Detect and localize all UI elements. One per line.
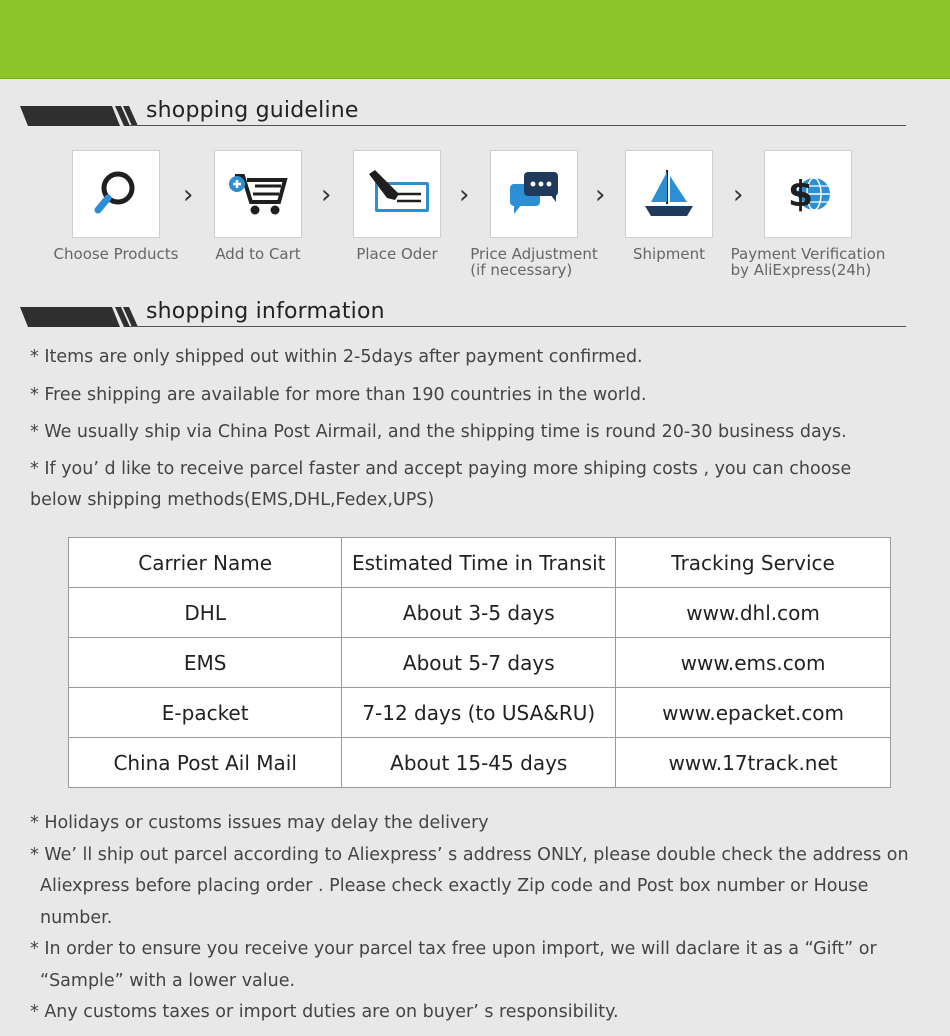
- step-label-sub: by AliExpress(24h): [730, 261, 872, 279]
- table-cell: E-packet: [69, 688, 342, 738]
- notes: [30, 808, 930, 1029]
- step-label-main: Payment Verification: [730, 245, 886, 263]
- shopping-steps: [0, 150, 950, 290]
- section-header-stripe-icon: [20, 98, 160, 128]
- table-cell: 7-12 days (to USA&RU): [342, 688, 616, 738]
- step-label-main: Price Adjustment: [470, 245, 598, 263]
- step-icon-box: [353, 150, 441, 238]
- step-icon-box: [490, 150, 578, 238]
- table-cell: About 15-45 days: [342, 738, 616, 788]
- step-icon-box: [214, 150, 302, 238]
- table-cell: EMS: [69, 638, 342, 688]
- table-header-row: [69, 538, 891, 588]
- top-banner: [0, 0, 950, 79]
- search-icon: [86, 164, 146, 224]
- section-header-information: [20, 299, 906, 329]
- section-header-guideline: [20, 98, 906, 128]
- step-label: Choose Products: [53, 245, 179, 263]
- table-cell: China Post Ail Mail: [69, 738, 342, 788]
- chevron-right-icon: ›: [595, 180, 606, 210]
- section-title: shopping guideline: [146, 98, 359, 123]
- info-line: * We usually ship via China Post Airmail, and the shipping time is round 20-30 business days.: [30, 422, 847, 442]
- table-row: [69, 638, 891, 688]
- step-payment-verification: [718, 150, 898, 279]
- chevron-right-icon: ›: [321, 180, 332, 210]
- table-header-cell: Tracking Service: [616, 538, 891, 588]
- step-icon-box: [764, 150, 852, 238]
- step-label: Add to Cart: [215, 245, 301, 263]
- note-line: * Any customs taxes or import duties are on buyer’ s responsibility.: [30, 1002, 619, 1022]
- dollar-globe-icon: [778, 164, 838, 224]
- note-line: Aliexpress before placing order . Please check exactly Zip code and Post box number or House: [40, 876, 869, 896]
- note-line: “Sample” with a lower value.: [40, 970, 296, 991]
- info-line: * If you’ d like to receive parcel faster and accept paying more shiping costs , you can choose: [30, 459, 852, 479]
- table-header-cell: Estimated Time in Transit: [342, 538, 616, 588]
- table-cell: www.dhl.com: [616, 588, 891, 638]
- section-rule: [130, 326, 906, 327]
- section-rule: [130, 125, 906, 126]
- check-icon: [361, 164, 433, 224]
- section-title: shopping information: [146, 299, 385, 324]
- step-label: Place Oder: [356, 245, 438, 263]
- step-icon-box: [72, 150, 160, 238]
- step-label-sub: (if necessary): [470, 261, 573, 279]
- step-icon-box: [625, 150, 713, 238]
- table-cell: www.ems.com: [616, 638, 891, 688]
- chevron-right-icon: ›: [183, 180, 194, 210]
- note-line: number.: [40, 907, 113, 928]
- chevron-right-icon: ›: [733, 180, 744, 210]
- section-header-stripe-icon: [20, 299, 160, 329]
- table-cell: www.17track.net: [616, 738, 891, 788]
- carrier-table: [68, 537, 891, 788]
- note-line: * Holidays or customs issues may delay the delivery: [30, 813, 489, 833]
- cart-icon: [225, 164, 291, 224]
- chevron-right-icon: ›: [459, 180, 470, 210]
- table-cell: DHL: [69, 588, 342, 638]
- table-row: [69, 588, 891, 638]
- note-line: * In order to ensure you receive your parcel tax free upon import, we will daclare it as a “Gift” or: [30, 939, 877, 959]
- step-label: Shipment: [633, 245, 705, 263]
- ship-icon: [639, 164, 699, 224]
- info-line: * Free shipping are available for more than 190 countries in the world.: [30, 385, 647, 405]
- table-cell: www.epacket.com: [616, 688, 891, 738]
- svg-text:$: $: [788, 174, 814, 215]
- table-cell: About 5-7 days: [342, 638, 616, 688]
- table-cell: About 3-5 days: [342, 588, 616, 638]
- info-line: * Items are only shipped out within 2-5days after payment confirmed.: [30, 347, 643, 367]
- chat-icon: [504, 164, 564, 224]
- table-row: [69, 688, 891, 738]
- note-line: * We’ ll ship out parcel according to Aliexpress’ s address ONLY, please double check the address on: [30, 844, 909, 865]
- info-line: below shipping methods(EMS,DHL,Fedex,UPS): [30, 490, 435, 510]
- table-header-cell: Carrier Name: [69, 538, 342, 588]
- table-row: [69, 738, 891, 788]
- step-label: [731, 246, 886, 278]
